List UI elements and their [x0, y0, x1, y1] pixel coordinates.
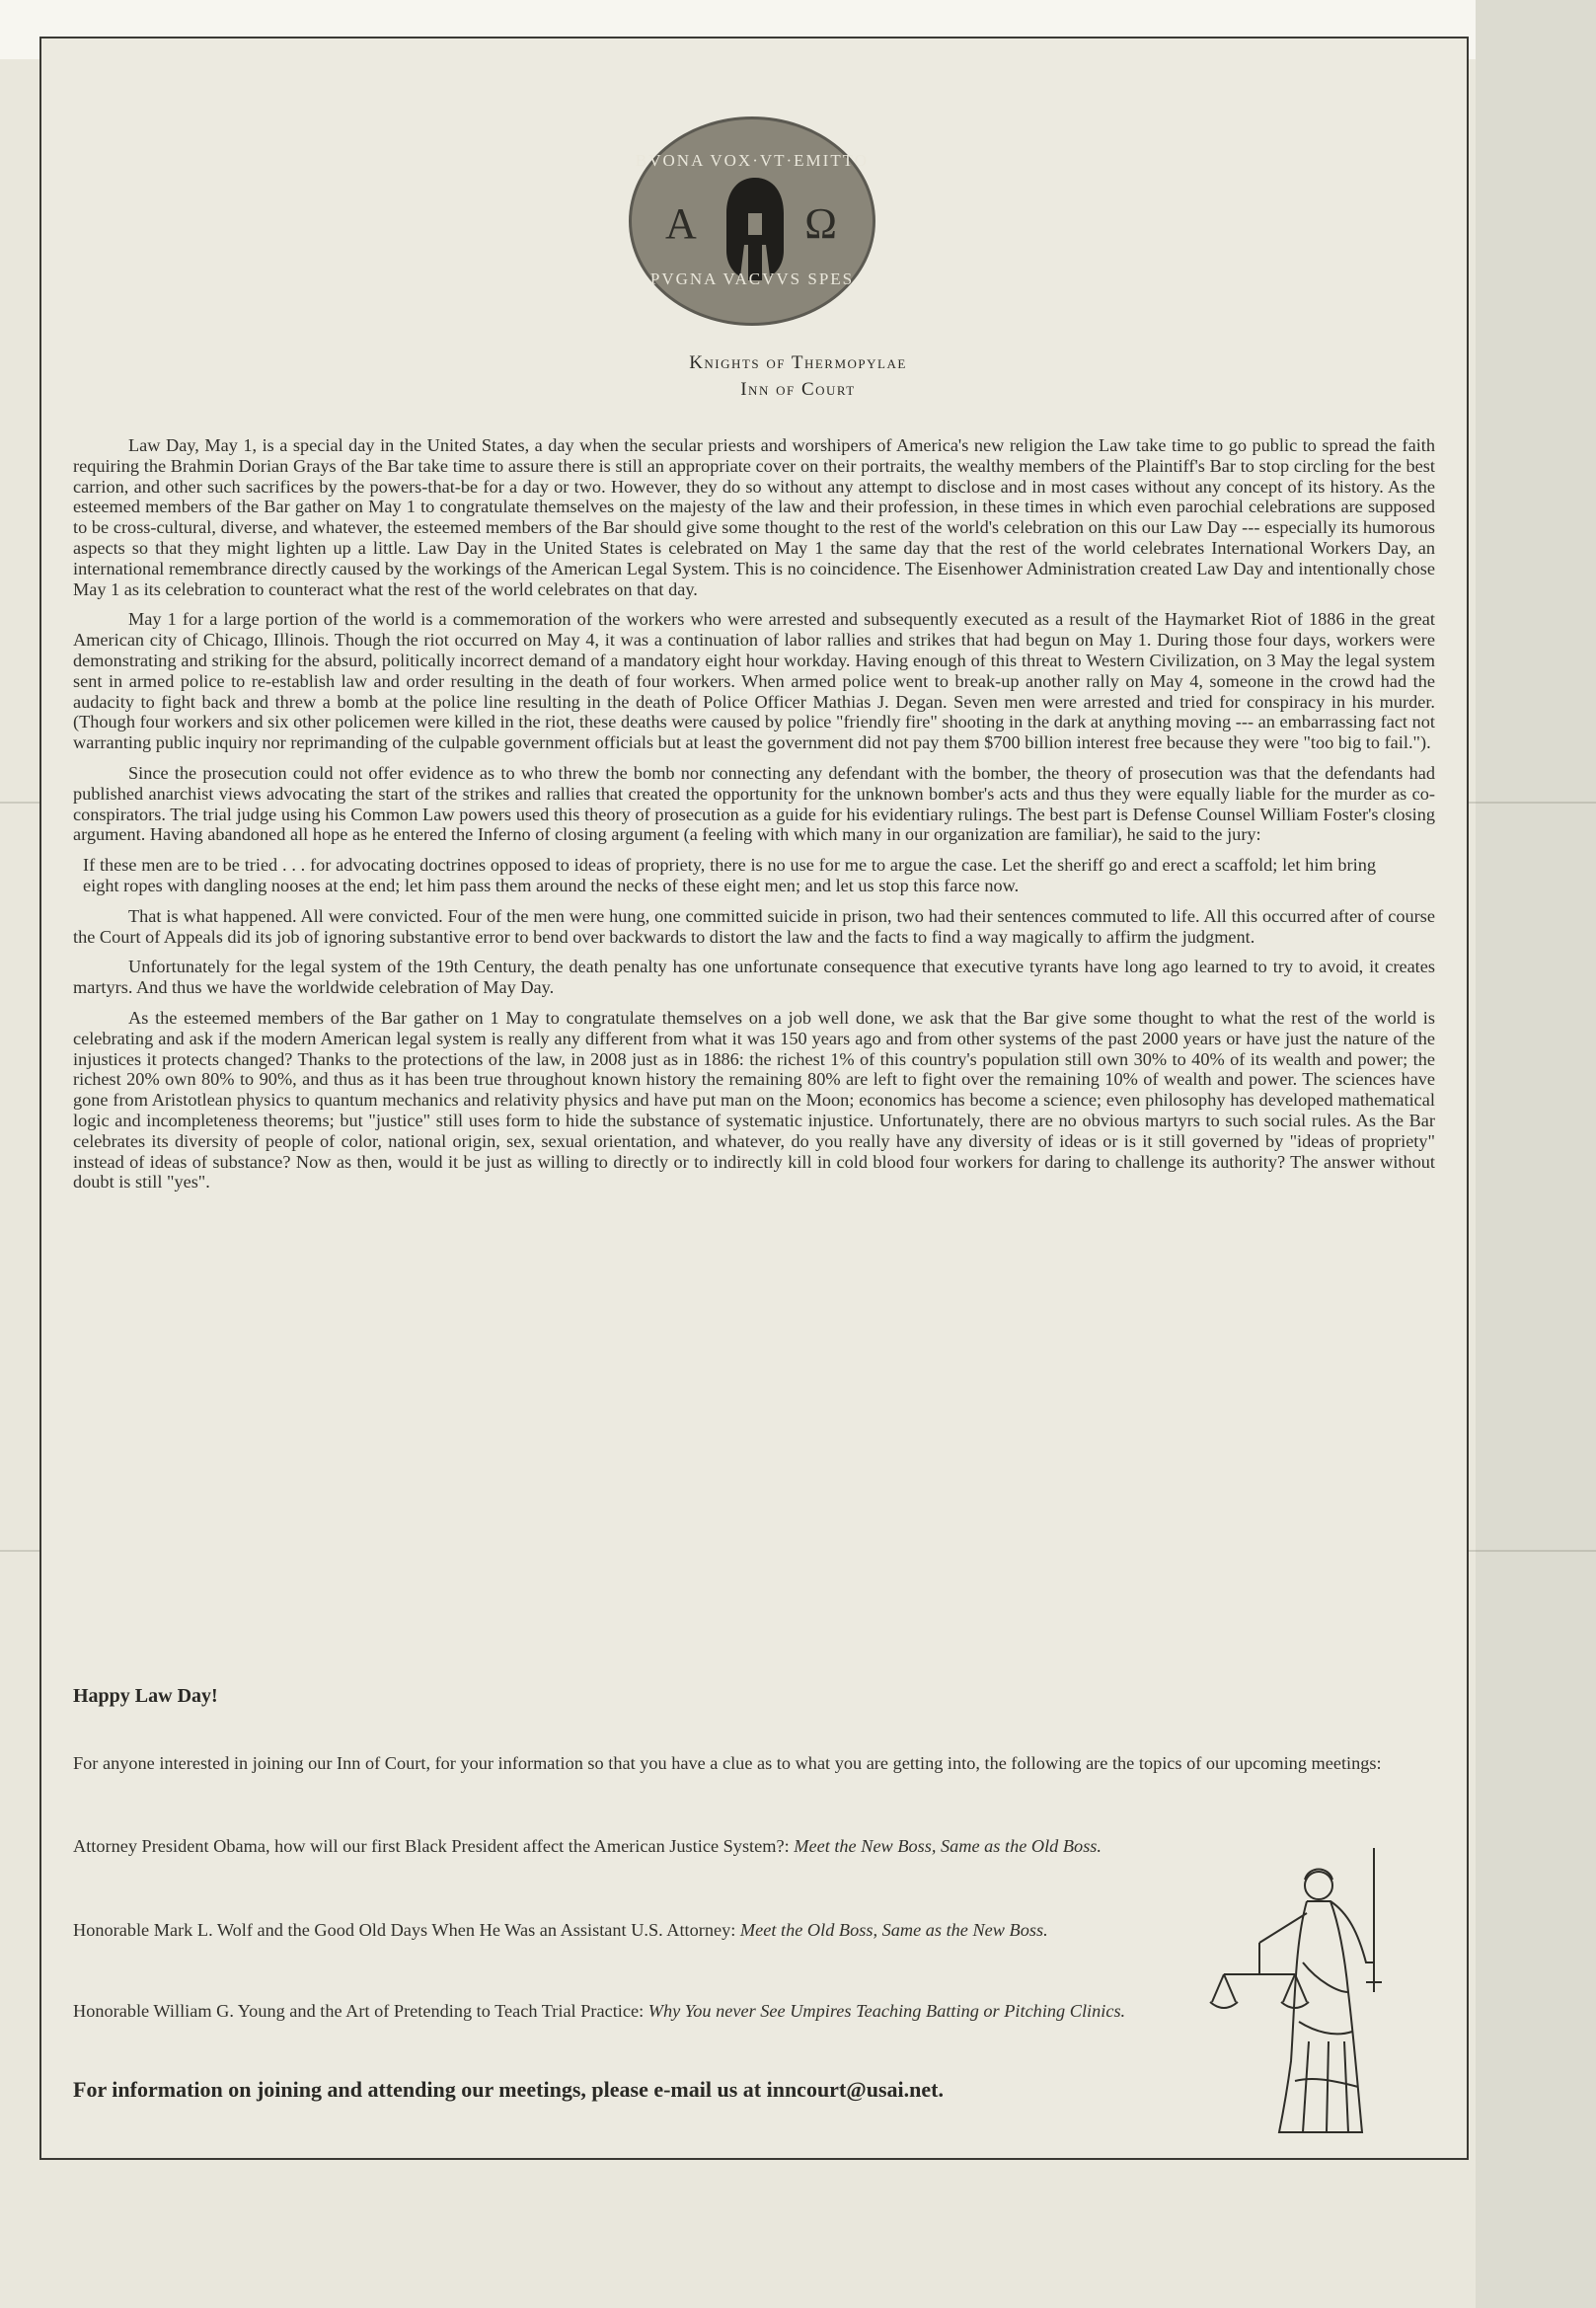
contact-footer: For information on joining and attending our meetings, please e-mail us at inncourt@usai.net. — [73, 2077, 944, 2102]
heading-line-1: Knights of Thermopylae — [689, 352, 907, 373]
inn-seal — [629, 116, 875, 326]
topic-subtitle: Meet the New Boss, Same as the Old Boss. — [794, 1836, 1102, 1856]
topic-subtitle: Why You never See Umpires Teaching Batting or Pitching Clinics. — [647, 2001, 1126, 2021]
topic-text: Honorable Mark L. Wolf and the Good Old Days When He Was an Assistant U.S. Attorney: — [73, 1920, 740, 1940]
meeting-topic — [73, 1835, 1169, 1857]
topic-subtitle: Meet the Old Boss, Same as the New Boss. — [739, 1920, 1048, 1940]
lady-justice-icon — [1200, 1844, 1398, 2140]
paragraph-modern-system: As the esteemed members of the Bar gather on 1 May to congratulate themselves on a job well done, we ask that the Bar give some thought to what the rest of the world is celebrating and ask if the modern American legal system is really any different from what it was 150 years ago and from other systems of the past 2000 years or have just the nature of the injustices it protects changed? Thanks to the protections of the law, in 2008 just as in 1886: the richest 1% of this country's population still own 30% to 40% of its wealth and power; the richest 20% own 80% to 90%, and thus as it has been true throughout known history the remaining 80% are left to fight over the remaining 10% of wealth and power. The sciences have gone from Aristotlean physics to quantum mechanics and relativity physics and have put man on the Moon; economics has become a science; even philosophy has developed mathematical logic and incompleteness theorems; but "justice" still uses form to hide the substance of systematic injustice. Unfortunately, there are no obvious martyrs to such social rules. As the Bar celebrates its diversity of people of color, national origin, sex, sexual orientation, and whatever, do you really have any diversity of ideas or is it still governed by "ideas of propriety" instead of ideas of substance? Now as then, would it be just as willing to directly or to indirectly kill in cold blood four workers for daring to challenge its authority? The answer without doubt is still "yes". — [73, 1007, 1435, 1192]
meeting-topic — [73, 1919, 1169, 1941]
meetings-intro: For anyone interested in joining our Inn of Court, for your information so that you have a clue as to what you are getting into, the following are the topics of our upcoming meetings: — [73, 1753, 1382, 1773]
seal-top-motto: BVONA VOX·VT·EMITTO — [635, 151, 870, 170]
article-body — [73, 435, 1435, 1202]
paragraph-haymarket: May 1 for a large portion of the world is a commemoration of the workers who were arrested and subsequently executed as a result of the Haymarket Riot of 1886 in the great American city of Chicago, Illinois. Though the riot occurred on May 4, it was a continuation of labor rallies and strikes that had begun on May 1. During those four days, workers were demonstrating and striking for the absurd, politically incorrect demand of a mandatory eight hour workday. Having enough of this threat to Western Civilization, on 3 May the legal system sent in armed police to re-establish law and order resulting in the death of four workers. When armed police went to break-up another rally on May 4, someone in the crowd had the audacity to fight back and threw a bomb at the police line resulting in the death of Police Officer Mathias J. Degan. Seven men were arrested and tried for conspiracy in his murder. (Though four workers and six other policemen were killed in the riot, these deaths were caused by police "friendly fire" shooting in the dark at anything moving --- an embarrassing fact not warranting public inquiry nor reprimanding of the culpable government officials but at least the government did not pay them $700 billion interest free because they were "too big to fail."). — [73, 609, 1435, 753]
heading-line-2: Inn of Court — [740, 379, 856, 400]
happy-law-day: Happy Law Day! — [73, 1685, 218, 1707]
paragraph-martyrs: Unfortunately for the legal system of the 19th Century, the death penalty has one unfortunate consequence that executive tyrants have long ago learned to try to avoid, it creates martyrs. And thus we have the worldwide celebration of May Day. — [73, 957, 1435, 998]
spartan-helmet-icon — [719, 174, 792, 282]
seal-alpha: Α — [665, 199, 697, 248]
paragraph-law-day: Law Day, May 1, is a special day in the United States, a day when the secular priests and worshipers of America's new religion the Law take time to go public to spread the faith requiring the Brahmin Dorian Grays of the Bar take time to assure there is still an appropriate cover on their portraits, the wealthy members of the Plaintiff's Bar to stop circling for the best carrion, and other such sacrifices by the powers-that-be for a day or two. However, they do so without any attempt to disclose and in most cases without any concept of its history. As the esteemed members of the Bar gather on May 1 to congratulate themselves on the majesty of the law and their profession, in these times in which even parochial celebrations are supposed to be cross-cultural, diverse, and whatever, the esteemed members of the Bar should give some thought to the rest of the world's celebration on this our Law Day --- especially its humorous aspects so that they might lighten up a little. Law Day in the United States is celebrated on May 1 the same day that the rest of the world celebrates International Workers Day, an international remembrance directly caused by the workings of the American Legal System. This is no coincidence. The Eisenhower Administration created Law Day and intentionally chose May 1 as its celebration to counteract what the rest of the world celebrates on that day. — [73, 435, 1435, 599]
seal-bottom-motto: PVGNA VACVVS SPES — [649, 269, 855, 288]
adjacent-page-strip — [1476, 0, 1596, 2308]
paragraph-prosecution: Since the prosecution could not offer evidence as to who threw the bomb nor connecting any defendant with the bomber, the theory of prosecution was that the defendants had published anarchist views advocating the start of the strikes and rallies that created the opportunity for the unknown bomber's acts and thus they were equally liable for the murder as co-conspirators. The trial judge using his Common Law powers used this theory of prosecution as a guide for his evidentiary rulings. The best part is Defense Counsel William Foster's closing argument. Having abandoned all hope as he entered the Inferno of closing argument (a feeling with which many in our organization are familiar), he said to the jury: — [73, 762, 1435, 845]
topic-text: Attorney President Obama, how will our first Black President affect the American Justice System?: — [73, 1836, 795, 1856]
closing-argument-quote: If these men are to be tried . . . for advocating doctrines opposed to ideas of propriety, there is no use for me to argue the case. Let the sheriff go and erect a scaffold; let him bring eight ropes with dangling nooses at the end; let him pass them around the necks of these eight men; and let us stop this farce now. — [83, 855, 1376, 895]
seal-omega: Ω — [804, 199, 837, 248]
paragraph-convicted: That is what happened. All were convicted. Four of the men were hung, one committed suicide in prison, two had their sentences commuted to life. All this occurred after of course the Court of Appeals did its job of ignoring substantive error to bend over backwards to distort the law and the facts to find a way magically to affirm the judgment. — [73, 905, 1435, 947]
topic-text: Honorable William G. Young and the Art of Pretending to Teach Trial Practice: — [73, 2001, 648, 2021]
meeting-topic — [73, 2000, 1169, 2022]
